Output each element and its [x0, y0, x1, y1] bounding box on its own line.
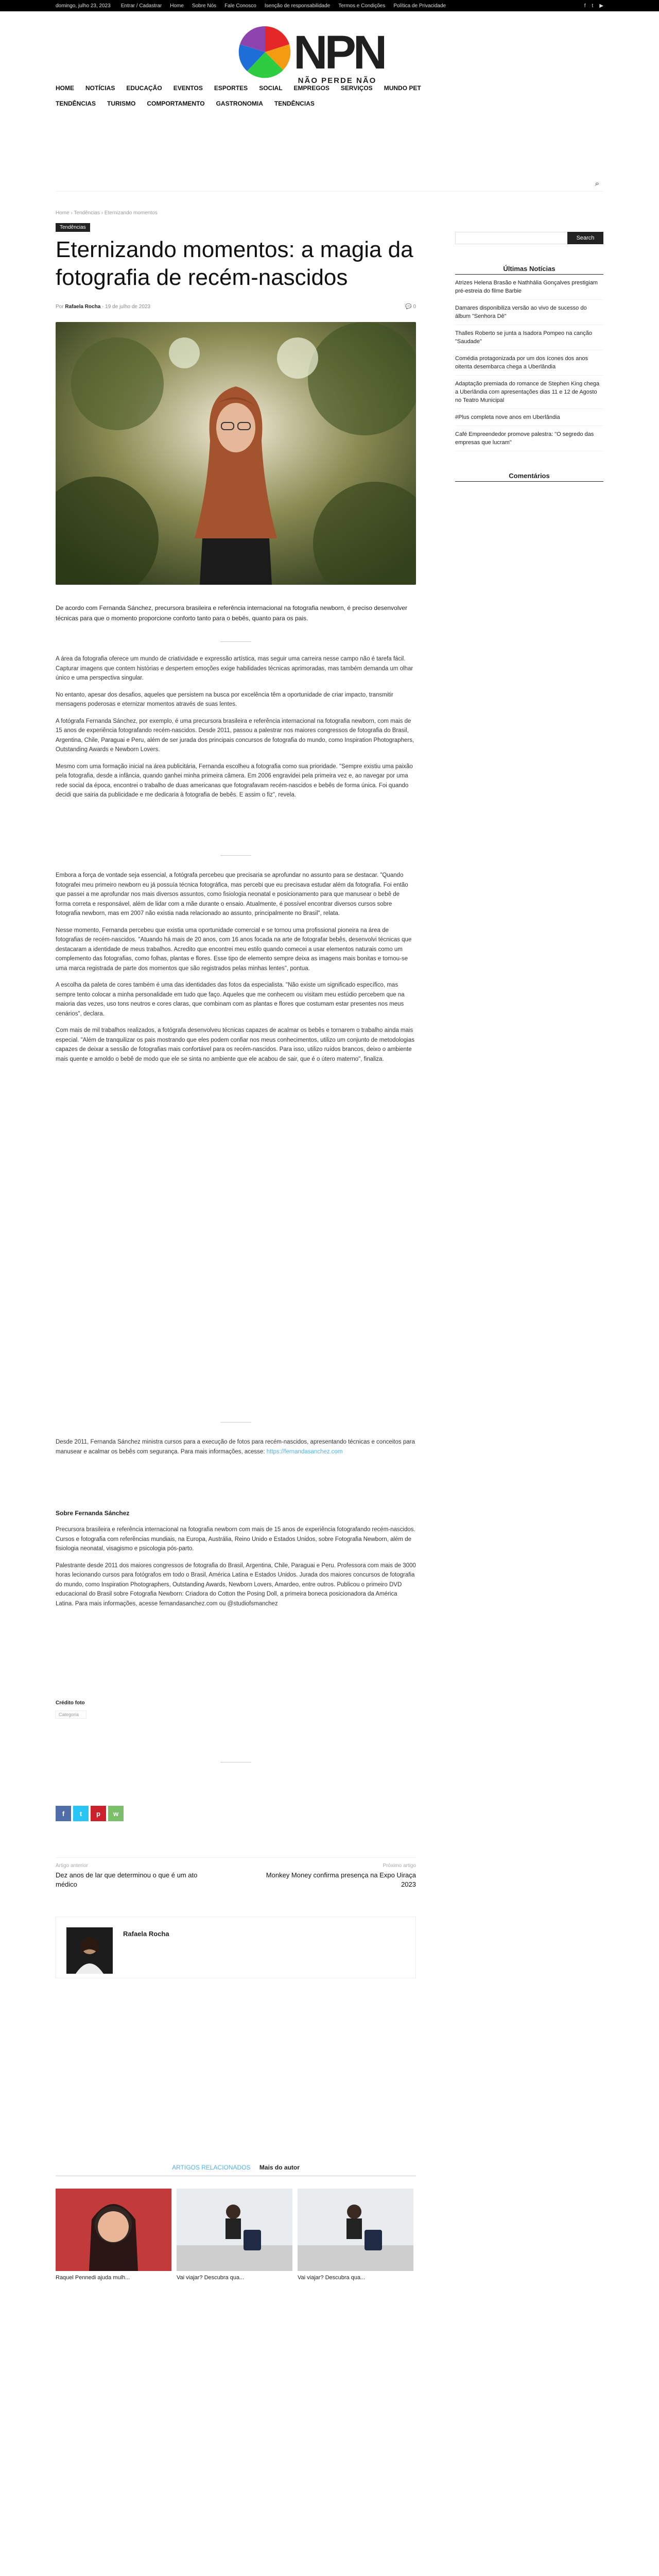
about-heading: Sobre Fernanda Sánchez: [56, 1510, 130, 1517]
facebook-icon[interactable]: f: [584, 3, 586, 9]
paragraph: A área da fotografia oferece um mundo de criatividade e expressão artística, mas seguir uma carreira nesse campo não é tarefa fácil. Capturar imagens que contem histórias e despertem emoções exige habilidades técnicas aprimoradas, mas também demanda um olhar único e uma perspectiva singular.: [56, 656, 413, 681]
next-title[interactable]: Monkey Money confirma presença na Expo Uiraça 2023: [266, 1871, 416, 1888]
breadcrumb[interactable]: Home › Tendências › Eternizando momentos: [56, 210, 158, 216]
paragraph: Com mais de mil trabalhos realizados, a fotógrafa desenvolveu técnicas capazes de acalmar os bebês e tornarem o trabalho ainda mais especial. "Além de tranquilizar os pais mostrando que eles podem confiar nos meus conhecimentos, utilizo um conjunto de metodologias capazes de deixar a sessão de fotografias mais confortável para os recém-nascidos. Para isso, utilizo ruídos brancos, deixo o ambiente mais quente e amoldo o bebê de modo que ele se sinta no ambiente que ele acabou de sair, que é o útero materno", finaliza.: [56, 1027, 415, 1062]
hero-photo: [56, 322, 416, 585]
top-link-about[interactable]: Sobre Nós: [192, 3, 217, 9]
sidebar: [455, 232, 603, 482]
share-buttons: [56, 1806, 124, 1821]
sidebar-search: [455, 232, 603, 244]
avatar-image: [66, 1927, 113, 1974]
divider: [220, 641, 251, 642]
nav-mundo-pet[interactable]: MUNDO PET: [384, 84, 421, 92]
tab-related[interactable]: ARTIGOS RELACIONADOS: [172, 2164, 251, 2171]
article-body-1: [56, 654, 416, 807]
category-badge[interactable]: Tendências: [56, 223, 90, 232]
latest-news-item[interactable]: Comédia protagonizada por um dos ícones dos anos oitenta desembarca chega a Uberlândia: [455, 350, 603, 376]
tab-more-from-author[interactable]: Mais do autor: [259, 2164, 300, 2171]
whatsapp-share-button[interactable]: w: [108, 1806, 124, 1821]
related-item[interactable]: [298, 2189, 413, 2282]
search-icon[interactable]: ⌕: [595, 179, 599, 188]
website-link[interactable]: https://fernandasanchez.com: [266, 1448, 343, 1455]
prev-label: Artigo anterior: [56, 1863, 88, 1869]
top-link-login[interactable]: Entrar / Cadastrar: [120, 3, 162, 9]
top-link-privacy[interactable]: Política de Privacidade: [393, 3, 446, 9]
related-image: [177, 2189, 292, 2271]
related-thumbnail[interactable]: [298, 2189, 413, 2271]
latest-news-item[interactable]: #Plus completa nove anos em Uberlândia: [455, 409, 603, 426]
paragraph: A fotógrafa Fernanda Sánchez, por exemplo, é uma precursora brasileira e referência internacional na fotografia newborn, com mais de 15 anos de experiência fotografando recém-nascidos. Desde 2011, passou a palestrar nos maiores congressos de fotografia do Brasil, Argentina, Chile, Paraguai e Peru, além de ser jurada dos principais concursos de fotografia do mundo, como Inspiration Photographers, Outstanding Awards e Newborn Lovers.: [56, 718, 414, 753]
nav-servicos[interactable]: SERVIÇOS: [340, 84, 373, 92]
related-title[interactable]: Vai viajar? Descubra qua...: [298, 2275, 366, 2281]
top-link-home[interactable]: Home: [170, 3, 184, 9]
latest-news-item[interactable]: Damares disponibiliza versão ao vivo de sucesso do álbum "Senhora Dê": [455, 300, 603, 325]
latest-news-item[interactable]: Café Empreendedor promove palestra: "O segredo das empresas que lucram": [455, 426, 603, 451]
comment-count-value: 0: [413, 304, 416, 310]
top-link-contact[interactable]: Fale Conosco: [224, 3, 256, 9]
comment-count[interactable]: 💬 0: [405, 304, 416, 310]
prev-article[interactable]: [56, 1863, 210, 1889]
latest-news-heading: Últimas Notícias: [455, 265, 603, 275]
sidebar-search-input[interactable]: [455, 232, 584, 244]
paragraph: Embora a força de vontade seja essencial, a fotógrafa percebeu que precisaria se aprofundar no assunto para se destacar. "Quando fotografei meu primeiro newborn eu já possuía técnica fotográfica, mas percebi que eu precisava estudar além da fotografia. Foi então que passei a me aprofundar nos mais diversos assuntos, como fisiologia neonatal e posicionamento para que manusear o bebê de forma correta e responsável, além de lidar com a mãe durante o ensaio. Atualmente, é possível encontrar diversos cursos sobre fotografia newborn, mas em 2007 não existia nada relacionado ao assunto, principalmente no Brasil", relata.: [56, 872, 408, 917]
nav-gastronomia[interactable]: GASTRONOMIA: [216, 100, 263, 107]
related-thumbnail[interactable]: [177, 2189, 292, 2271]
author-link[interactable]: Rafaela Rocha: [65, 304, 101, 310]
related-image: [56, 2189, 171, 2271]
author-box: [56, 1917, 416, 1978]
main-nav: [56, 80, 603, 111]
nav-tendencias[interactable]: TENDÊNCIAS: [56, 100, 96, 107]
article-title: Eternizando momentos: a magia da fotografia de recém-nascidos: [56, 237, 413, 290]
paragraph: Palestrante desde 2011 dos maiores congressos de fotografia do Brasil, Argentina, Chile, Paraguai e Peru. Professora com mais de 3000 horas lecionando cursos para fotógrafos em todo o Brasil, América Latina e Estados Unidos. Jurada dos maiores concursos de fotografia do mundo, como Inspiration Photographers, Outstanding Awards, Newborn Lovers, Amardeo, entre outros. Publicou o primeiro DVD educacional do Brasil sobre Fotografia Newborn: Criadora do Cotton the Posing Doll, a primeira boneca posicionadora da América Latina. Para mais informações, acesse fernandasanchez.com ou @studiofsmanchez: [56, 1562, 416, 1607]
social-icons: [584, 3, 603, 9]
related-title[interactable]: Vai viajar? Descubra qua...: [177, 2275, 245, 2281]
article-meta: [56, 304, 416, 310]
twitter-icon[interactable]: t: [592, 3, 594, 9]
nav-social[interactable]: SOCIAL: [259, 84, 283, 92]
top-bar: [0, 0, 659, 11]
search-bar: [56, 179, 603, 192]
byline-prefix: Por: [56, 304, 64, 310]
post-navigation: [56, 1857, 416, 1888]
top-link-terms[interactable]: Termos e Condições: [338, 3, 386, 9]
related-tabs: [56, 2164, 416, 2176]
tag-badge[interactable]: Categoria: [56, 1710, 86, 1719]
related-item[interactable]: [56, 2189, 171, 2282]
logo-text: NPN: [293, 26, 385, 79]
prev-title[interactable]: Dez anos de lar que determinou o que é um ato médico: [56, 1871, 198, 1888]
latest-news-item[interactable]: Thalles Roberto se junta a Isadora Pompeo na canção "Saudade": [455, 325, 603, 350]
hero-image: [56, 322, 416, 585]
article-body-3: [56, 1437, 416, 1456]
nav-educacao[interactable]: EDUCAÇÃO: [126, 84, 162, 92]
top-links: [121, 3, 446, 9]
related-grid: [56, 2189, 416, 2282]
paragraph: Desde 2011, Fernanda Sánchez ministra cursos para a execução de fotos para recém-nascidos, apresentando técnicas e conceitos para manusear e acalmar os bebês com segurança. Para mais informações, acesse:: [56, 1439, 415, 1455]
paragraph: Nesse momento, Fernanda percebeu que existia uma oportunidade comercial e se tornou uma profissional pioneira na área de fotografias de recém-nascidos. "Atuando há mais de 20 anos, com 16 anos focada na arte de fotografar bebês, desenvolvi técnicas que destacaram a identidade de meus trabalhos. Acredito que encontrei meu estilo quando comecei a usar elementos naturais como um complemento das fotografias, como folhas, plantas e flores. Esse tipo de elemento sempre deixa as imagens mais bonitas e tornou-se uma marca registrada de parte dos momentos que são registrados pelas minhas lentes", pontua.: [56, 927, 412, 972]
twitter-share-button[interactable]: t: [73, 1806, 89, 1821]
comments-heading: Comentários: [455, 472, 603, 482]
author-name[interactable]: Rafaela Rocha: [123, 1930, 169, 1938]
article-body-4: [56, 1525, 416, 1616]
sidebar-search-button[interactable]: Search: [567, 232, 603, 244]
publish-date: - 19 de julho de 2023: [102, 304, 151, 310]
paragraph: Precursora brasileira e referência internacional na fotografia newborn com mais de 15 anos de experiência fotografando recém-nascidos. Cursos e fotografia com referências mundiais, na Europa, Austrália, Reino Unido e Estados Unidos, sobre Fotografia Newborn, além de fisiologia neonatal, visagismo e psicologia pós-parto.: [56, 1527, 415, 1552]
latest-news-list: [455, 275, 603, 451]
nav-eventos[interactable]: EVENTOS: [173, 84, 203, 92]
photo-credit: Crédito foto: [56, 1700, 85, 1706]
next-label: Próximo artigo: [383, 1863, 416, 1869]
article-body-2: [56, 871, 416, 1071]
article-lead: De acordo com Fernanda Sánchez, precursora brasileira e referência internacional na fotografia newborn, é preciso desenvolver técnicas para que o momento proporcione conforto tanto para o bebês, quanto para os pais.: [56, 604, 408, 622]
facebook-share-button[interactable]: f: [56, 1806, 71, 1821]
paragraph: Mesmo com uma formação inicial na área publicitária, Fernanda escolheu a fotografia como sua prioridade. "Sempre existiu uma paixão pela fotografia, desde a infância, quando ganhei minha primeira câmera. Em 2006 engravidei pela primeira vez e, ao navegar por uma rede social da época, encontrei o trabalho de duas americanas que fotografavam recém-nascidos e bebês de forma única. Foi quando decidi que sairia da publicidade e me dedicaria à fotografia de bebês. E assim o fiz", revela.: [56, 763, 413, 798]
paragraph: No entanto, apesar dos desafios, aqueles que persistem na busca por excelência têm a oportunidade de criar impacto, transmitir mensagens poderosas e eternizar momentos através de suas lentes.: [56, 691, 393, 707]
nav-comportamento[interactable]: COMPORTAMENTO: [147, 100, 205, 107]
divider: [220, 855, 251, 856]
nav-turismo[interactable]: TURISMO: [107, 100, 136, 107]
next-article[interactable]: [251, 1863, 416, 1889]
nav-empregos[interactable]: EMPREGOS: [293, 84, 330, 92]
pinterest-share-button[interactable]: p: [91, 1806, 106, 1821]
author-avatar[interactable]: [66, 1927, 113, 1974]
top-link-disclaimer[interactable]: Isenção de responsabilidade: [264, 3, 331, 9]
paragraph: A escolha da paleta de cores também é uma das identidades das fotos da especialista. "Não existe um significado específico, mas sempre tento colocar a minha personalidade em tudo que faço. Aqueles que me conhecem ou visitam meu estúdio percebem que na maioria das vezes, uso tons neutros e cores claras, que combinam com as plantas e flores que costumam estar presentes nos meus cenários", declara.: [56, 982, 405, 1017]
related-item[interactable]: [177, 2189, 292, 2282]
youtube-icon[interactable]: ▶: [599, 3, 603, 9]
related-image: [298, 2189, 413, 2271]
nav-home[interactable]: HOME: [56, 84, 74, 92]
latest-news-item[interactable]: Atrizes Helena Brasão e Nathhália Gonçalves prestigiam pré-estreia do filme Barbie: [455, 275, 603, 300]
nav-noticias[interactable]: NOTÍCIAS: [85, 84, 115, 92]
nav-tendencias-2[interactable]: TENDÊNCIAS: [274, 100, 315, 107]
related-thumbnail[interactable]: [56, 2189, 171, 2271]
logo-icon: [232, 24, 299, 80]
nav-esportes[interactable]: ESPORTES: [214, 84, 248, 92]
related-articles: [56, 2164, 416, 2282]
logo-tagline: NÃO PERDE NÃO: [298, 76, 377, 85]
site-logo[interactable]: [232, 21, 427, 85]
related-title[interactable]: Raquel Pennedi ajuda mulh...: [56, 2275, 130, 2281]
latest-news-item[interactable]: Adaptação premiada do romance de Stephen King chega a Uberlândia com apresentações dias 11 e 12 de Agosto no Teatro Municipal: [455, 376, 603, 409]
date: domingo, julho 23, 2023: [56, 3, 111, 9]
